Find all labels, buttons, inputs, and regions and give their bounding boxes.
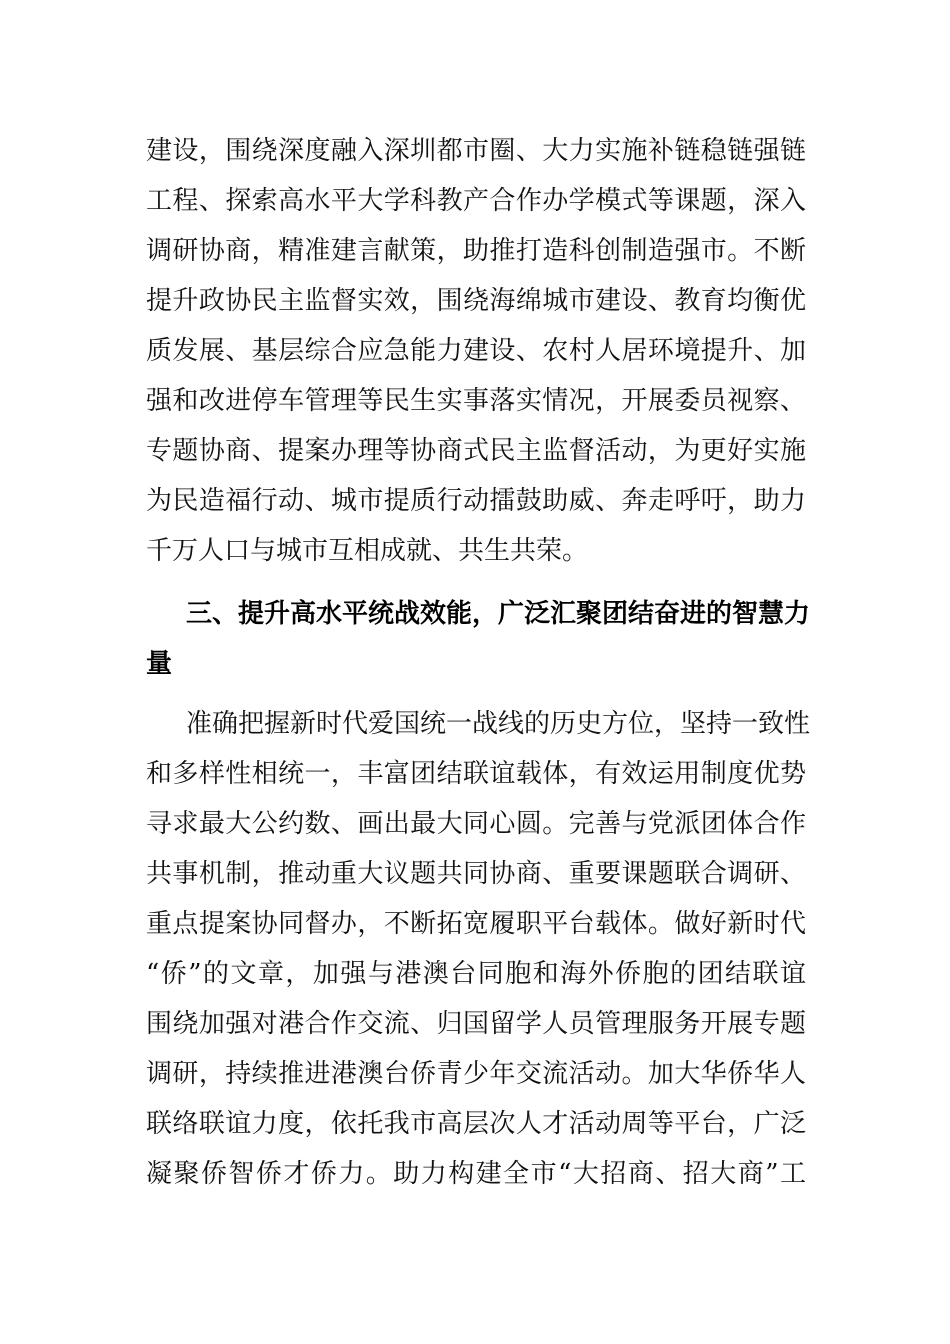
text-line: 提升政协民主监督实效，围绕海绵城市建设、教育均衡优 (146, 286, 806, 316)
text-line: 为民造福行动、城市提质行动擂鼓助威、奔走呼吁，助力 (146, 486, 806, 516)
text-line: 围绕加强对港合作交流、归国留学人员管理服务开展专题 (146, 1009, 806, 1039)
text-line: 建设，围绕深度融入深圳都市圈、大力实施补链稳链强链 (146, 136, 806, 166)
text-line: 工程、探索高水平大学科教产合作办学模式等课题，深入 (146, 186, 806, 216)
text-line: 强和改进停车管理等民生实事落实情况，开展委员视察、 (146, 386, 806, 416)
text-line: 准确把握新时代爱国统一战线的历史方位，坚持一致性 (186, 709, 811, 739)
text-line: 质发展、基层综合应急能力建设、农村人居环境提升、加 (146, 336, 806, 366)
heading-line: 量 (146, 649, 173, 679)
text-line: 千万人口与城市互相成就、共生共荣。 (146, 536, 589, 566)
text-line: 共事机制，推动重大议题共同协商、重要课题联合调研、 (146, 859, 806, 889)
text-line: 调研，持续推进港澳台侨青少年交流活动。加大华侨华人 (146, 1059, 806, 1089)
heading-line: 三、提升高水平统战效能，广泛汇聚团结奋进的智慧力 (186, 599, 811, 629)
text-line: 和多样性相统一，丰富团结联谊载体，有效运用制度优势 (146, 759, 806, 789)
text-line: 重点提案协同督办，不断拓宽履职平台载体。做好新时代 (146, 909, 806, 939)
text-line: 联络联谊力度，依托我市高层次人才活动周等平台，广泛 (146, 1109, 806, 1139)
text-line: 专题协商、提案办理等协商式民主监督活动，为更好实施 (146, 436, 806, 466)
text-line: 调研协商，精准建言献策，助推打造科创制造强市。不断 (146, 236, 806, 266)
text-line: 凝聚侨智侨才侨力。助力构建全市“大招商、招大商”工 (146, 1159, 806, 1189)
text-line: “侨”的文章，加强与港澳台同胞和海外侨胞的团结联谊 (146, 959, 806, 989)
text-line: 寻求最大公约数、画出最大同心圆。完善与党派团体合作 (146, 809, 806, 839)
